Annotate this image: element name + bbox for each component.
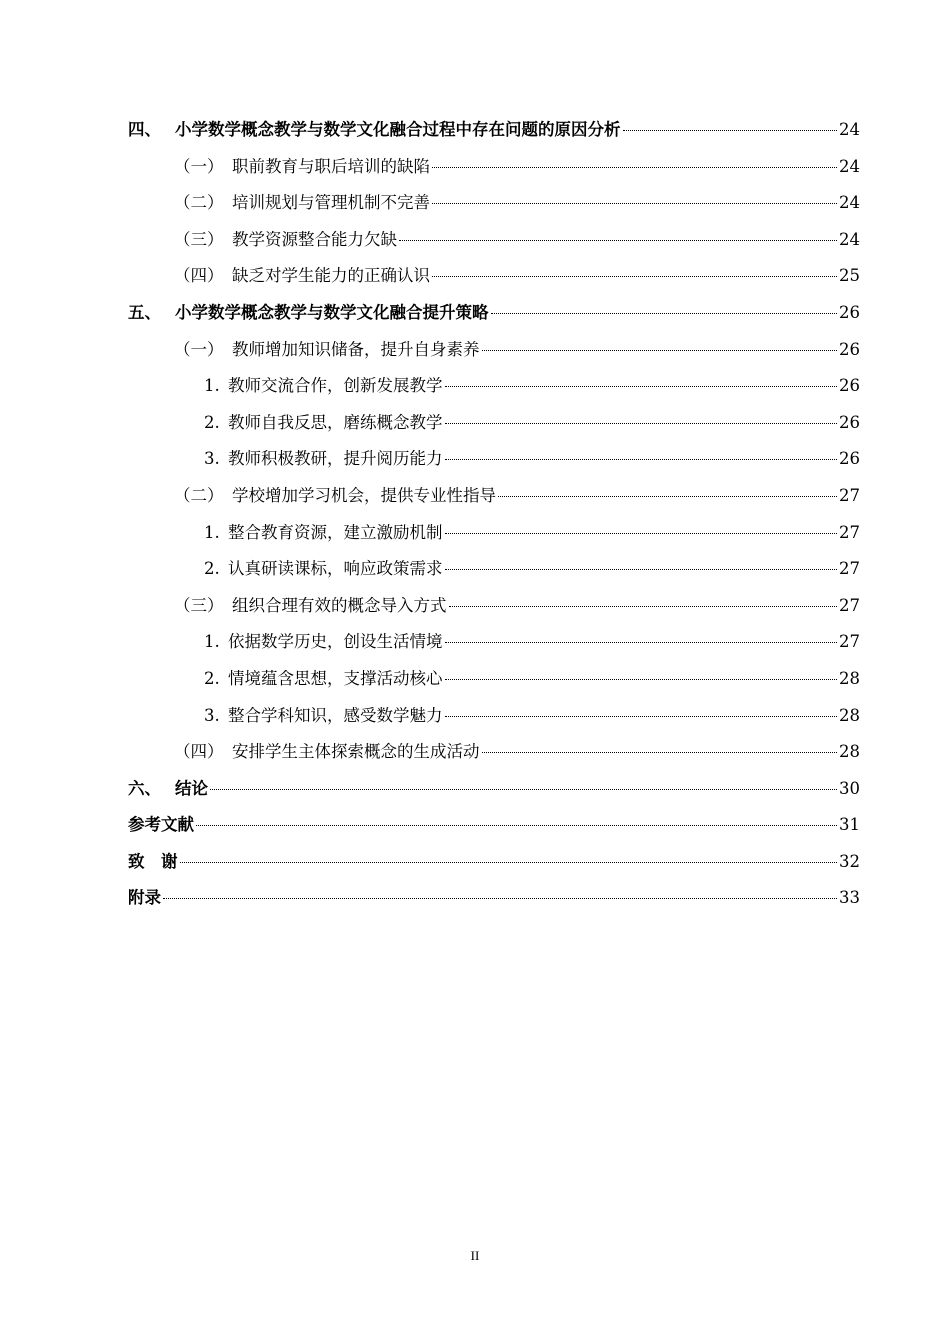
- toc-entry-page: 27: [839, 595, 860, 615]
- dot-leader: [196, 825, 837, 826]
- dot-leader: [449, 606, 838, 607]
- toc-entry-title: 致 谢: [128, 851, 178, 871]
- toc-entry-page: 33: [839, 888, 860, 908]
- toc-entry-page: 27: [839, 522, 860, 542]
- toc-entry-title: 职前教育与职后培训的缺陷: [232, 156, 430, 176]
- toc-entry[interactable]: [128, 734, 860, 771]
- dot-leader: [432, 203, 837, 204]
- toc-entry-number: （三）: [174, 595, 224, 615]
- toc-entry-number: （二）: [174, 485, 224, 505]
- toc-entry-title: 缺乏对学生能力的正确认识: [232, 266, 430, 286]
- toc-entry-page: 32: [839, 851, 860, 871]
- toc-entry-page: 26: [839, 376, 860, 396]
- dot-leader: [498, 496, 837, 497]
- toc-entry[interactable]: [128, 185, 860, 222]
- toc-entry[interactable]: [128, 844, 860, 881]
- dot-leader: [445, 569, 838, 570]
- toc-entry-page: 27: [839, 559, 860, 579]
- toc-entry-page: 27: [839, 632, 860, 652]
- toc-entry-title: 组织合理有效的概念导入方式: [232, 595, 447, 615]
- dot-leader: [445, 716, 838, 717]
- dot-leader: [482, 350, 838, 351]
- toc-entry-title: 教师积极教研，提升阅历能力: [228, 449, 443, 469]
- toc-entry-number: 2.: [204, 412, 220, 432]
- toc-entry-title: 教师交流合作，创新发展教学: [228, 376, 443, 396]
- toc-entry-title: 小学数学概念教学与数学文化融合提升策略: [175, 302, 489, 322]
- toc-entry-page: 24: [839, 120, 860, 139]
- toc-entry[interactable]: [128, 405, 860, 442]
- dot-leader: [491, 313, 838, 314]
- toc-entry-number: 四、: [128, 120, 161, 139]
- toc-entry-title: 认真研读课标，响应政策需求: [228, 559, 443, 579]
- toc-entry-number: （二）: [174, 193, 224, 213]
- toc-entry-title: 参考文献: [128, 815, 194, 835]
- dot-leader: [445, 642, 838, 643]
- toc-entry-page: 30: [839, 778, 860, 798]
- toc-entry-title: 教学资源整合能力欠缺: [232, 229, 397, 249]
- toc-entry-page: 25: [839, 266, 860, 286]
- dot-leader: [432, 167, 837, 168]
- toc-entry-page: 27: [839, 485, 860, 505]
- toc-entry-number: （一）: [174, 156, 224, 176]
- toc-entry-page: 26: [839, 339, 860, 359]
- toc-entry-number: 五、: [128, 302, 161, 322]
- toc-entry-page: 26: [839, 449, 860, 469]
- toc-entry-title: 依据数学历史，创设生活情境: [228, 632, 443, 652]
- toc-entry-title: 培训规划与管理机制不完善: [232, 193, 430, 213]
- toc-entry[interactable]: [128, 698, 860, 735]
- page-number: II: [470, 1248, 480, 1263]
- toc-entry[interactable]: [128, 332, 860, 369]
- toc-entry[interactable]: [128, 624, 860, 661]
- toc-entry-number: 3.: [204, 449, 220, 469]
- toc-entry-number: 1.: [204, 522, 220, 542]
- toc-entry-title: 安排学生主体探索概念的生成活动: [232, 742, 480, 762]
- dot-leader: [399, 240, 837, 241]
- toc-entry[interactable]: [128, 661, 860, 698]
- toc-entry-page: 26: [839, 412, 860, 432]
- dot-leader: [445, 423, 838, 424]
- dot-leader: [445, 533, 838, 534]
- toc-entry-title: 小学数学概念教学与数学文化融合过程中存在问题的原因分析: [175, 120, 621, 139]
- toc-entry-number: （一）: [174, 339, 224, 359]
- toc-entry-page: 31: [839, 815, 860, 835]
- toc-entry-page: 26: [839, 302, 860, 322]
- toc-entry-number: （四）: [174, 266, 224, 286]
- toc-entry-title: 学校增加学习机会，提供专业性指导: [232, 485, 496, 505]
- dot-leader: [210, 789, 837, 790]
- toc-entry-number: 1.: [204, 376, 220, 396]
- toc-entry-title: 结论: [175, 778, 208, 798]
- toc-entry-page: 24: [839, 229, 860, 249]
- dot-leader: [623, 130, 838, 131]
- toc-entry[interactable]: [128, 807, 860, 844]
- toc-entry-number: （三）: [174, 229, 224, 249]
- toc-entry-number: （四）: [174, 742, 224, 762]
- toc-entry[interactable]: [128, 295, 860, 332]
- dot-leader: [482, 752, 838, 753]
- toc-entry-number: 2.: [204, 559, 220, 579]
- dot-leader: [445, 386, 838, 387]
- toc-entry[interactable]: [128, 149, 860, 186]
- toc-entry-page: 24: [839, 193, 860, 213]
- toc-entry[interactable]: [128, 771, 860, 808]
- toc-entry[interactable]: [128, 441, 860, 478]
- toc-entry-number: 1.: [204, 632, 220, 652]
- dot-leader: [180, 862, 838, 863]
- toc-entry[interactable]: [128, 588, 860, 625]
- toc-entry-page: 24: [839, 156, 860, 176]
- dot-leader: [163, 898, 837, 899]
- toc-entry-number: 3.: [204, 705, 220, 725]
- toc-entry[interactable]: [128, 551, 860, 588]
- toc-entry[interactable]: [128, 880, 860, 917]
- toc-entry-title: 教师自我反思，磨练概念教学: [228, 412, 443, 432]
- table-of-contents: [128, 112, 860, 917]
- toc-entry[interactable]: [128, 478, 860, 515]
- toc-entry-page: 28: [839, 705, 860, 725]
- toc-entry-page: 28: [839, 668, 860, 688]
- toc-entry[interactable]: [128, 368, 860, 405]
- toc-entry-page: 28: [839, 742, 860, 762]
- dot-leader: [445, 459, 838, 460]
- toc-entry-title: 附录: [128, 888, 161, 908]
- toc-entry[interactable]: [128, 112, 860, 149]
- toc-entry-title: 情境蕴含思想，支撑活动核心: [228, 668, 443, 688]
- dot-leader: [445, 679, 838, 680]
- toc-entry-number: 2.: [204, 668, 220, 688]
- toc-entry-title: 教师增加知识储备，提升自身素养: [232, 339, 480, 359]
- toc-entry[interactable]: [128, 258, 860, 295]
- toc-entry-number: 六、: [128, 778, 161, 798]
- toc-entry[interactable]: [128, 515, 860, 552]
- toc-entry-title: 整合教育资源，建立激励机制: [228, 522, 443, 542]
- toc-entry-title: 整合学科知识，感受数学魅力: [228, 705, 443, 725]
- dot-leader: [432, 276, 837, 277]
- toc-entry[interactable]: [128, 222, 860, 259]
